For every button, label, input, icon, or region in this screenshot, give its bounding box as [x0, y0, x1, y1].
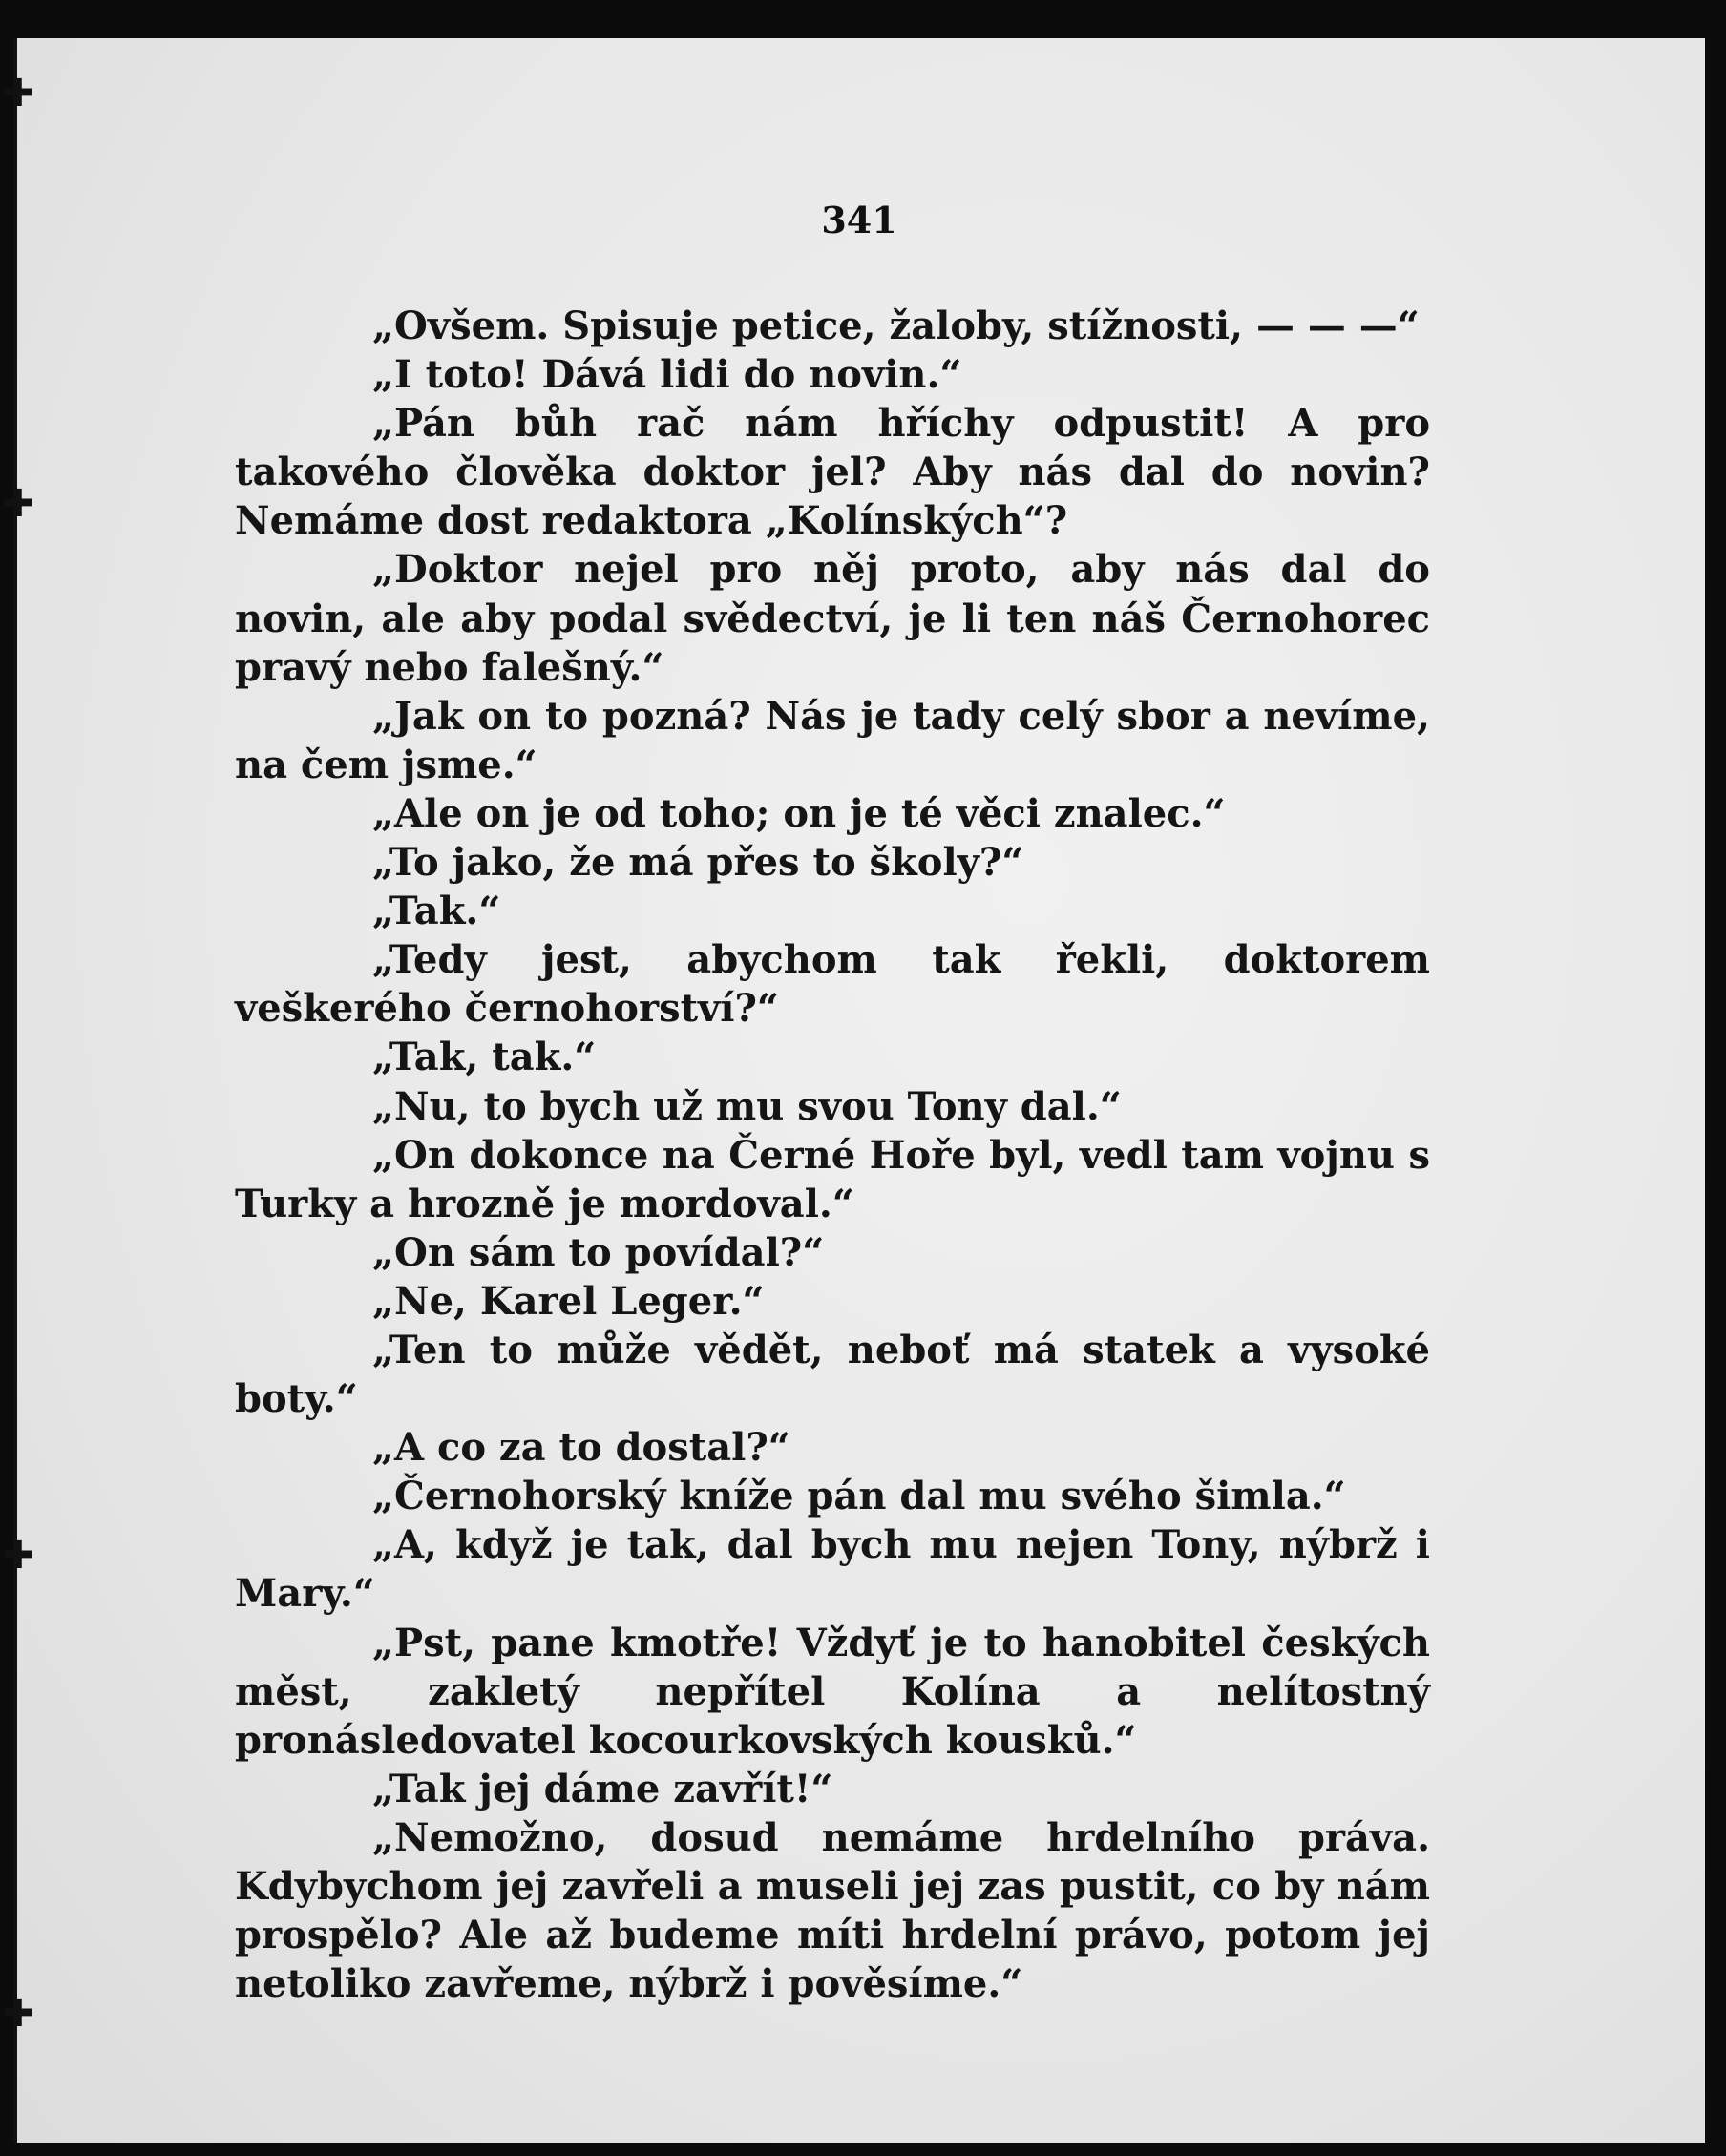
- paragraph: „Pst, pane kmotře! Vždyť je to hanobitel českých měst, zakletý nepřítel Kolína a nelítostný pronásledovatel kocourkovských kousků.“: [235, 1620, 1430, 1763]
- paragraph: „Ne, Karel Leger.“: [372, 1278, 765, 1324]
- paragraph: „A, když je tak, dal bych mu nejen Tony, nýbrž i Mary.“: [235, 1522, 1430, 1617]
- paragraph: „Doktor nejel pro něj proto, aby nás dal do novin, ale aby podal svědectví, je li ten náš Černohorec pravý nebo falešný.“: [235, 547, 1430, 690]
- paragraph: „Černohorský kníže pán dal mu svého šimla.“: [372, 1474, 1346, 1519]
- binding-edge: [13, 38, 17, 2143]
- binding-clip-icon: ✚: [2, 1534, 34, 1578]
- paragraph: „Tak.“: [372, 889, 501, 934]
- paragraph: „Ten to může vědět, neboť má statek a vysoké boty.“: [235, 1327, 1430, 1422]
- paragraph: „A co za to dostal?“: [372, 1425, 790, 1471]
- paragraph: „Ale on je od toho; on je té věci znalec.“: [372, 790, 1226, 836]
- paragraph: „Tak, tak.“: [372, 1035, 597, 1080]
- paragraph: „Tak jej dáme zavřít!“: [372, 1766, 833, 1811]
- paragraph: „I toto! Dává lidi do novin.“: [372, 352, 962, 398]
- book-page: [13, 38, 1705, 2143]
- page-number: 341: [821, 199, 897, 241]
- paragraph: „To jako, že má přes to školy?“: [372, 840, 1024, 886]
- paragraph: „On sám to povídal?“: [372, 1229, 825, 1275]
- page-text: [235, 302, 1430, 2008]
- paragraph: „Pán bůh rač nám hříchy odpustit! A pro takového člověka doktor jel? Aby nás dal do novin? Nemáme dost redaktora „Kolínských“?: [235, 401, 1430, 544]
- paragraph: „Nu, to bych už mu svou Tony dal.“: [372, 1083, 1122, 1129]
- paragraph: „On dokonce na Černé Hoře byl, vedl tam vojnu s Turky a hrozně je mordoval.“: [235, 1132, 1430, 1226]
- paragraph: „Ovšem. Spisuje petice, žaloby, stížnosti, — — —“: [372, 304, 1420, 348]
- paragraph: „Jak on to pozná? Nás je tady celý sbor a nevíme, na čem jsme.“: [235, 693, 1430, 787]
- binding-clip-icon: ✚: [2, 72, 34, 115]
- paragraph: „Nemožno, dosud nemáme hrdelního práva. Kdybychom jej zavřeli a museli jej zas pustit, co by nám prospělo? Ale až budeme míti hrdelní právo, potom jej netoliko zavřeme, nýbrž i pověsíme.“: [235, 1814, 1430, 2007]
- paragraph: „Tedy jest, abychom tak řekli, doktorem veškerého černohorství?“: [235, 937, 1430, 1032]
- binding-clip-icon: ✚: [2, 482, 34, 526]
- binding-clip-icon: ✚: [2, 1992, 34, 2036]
